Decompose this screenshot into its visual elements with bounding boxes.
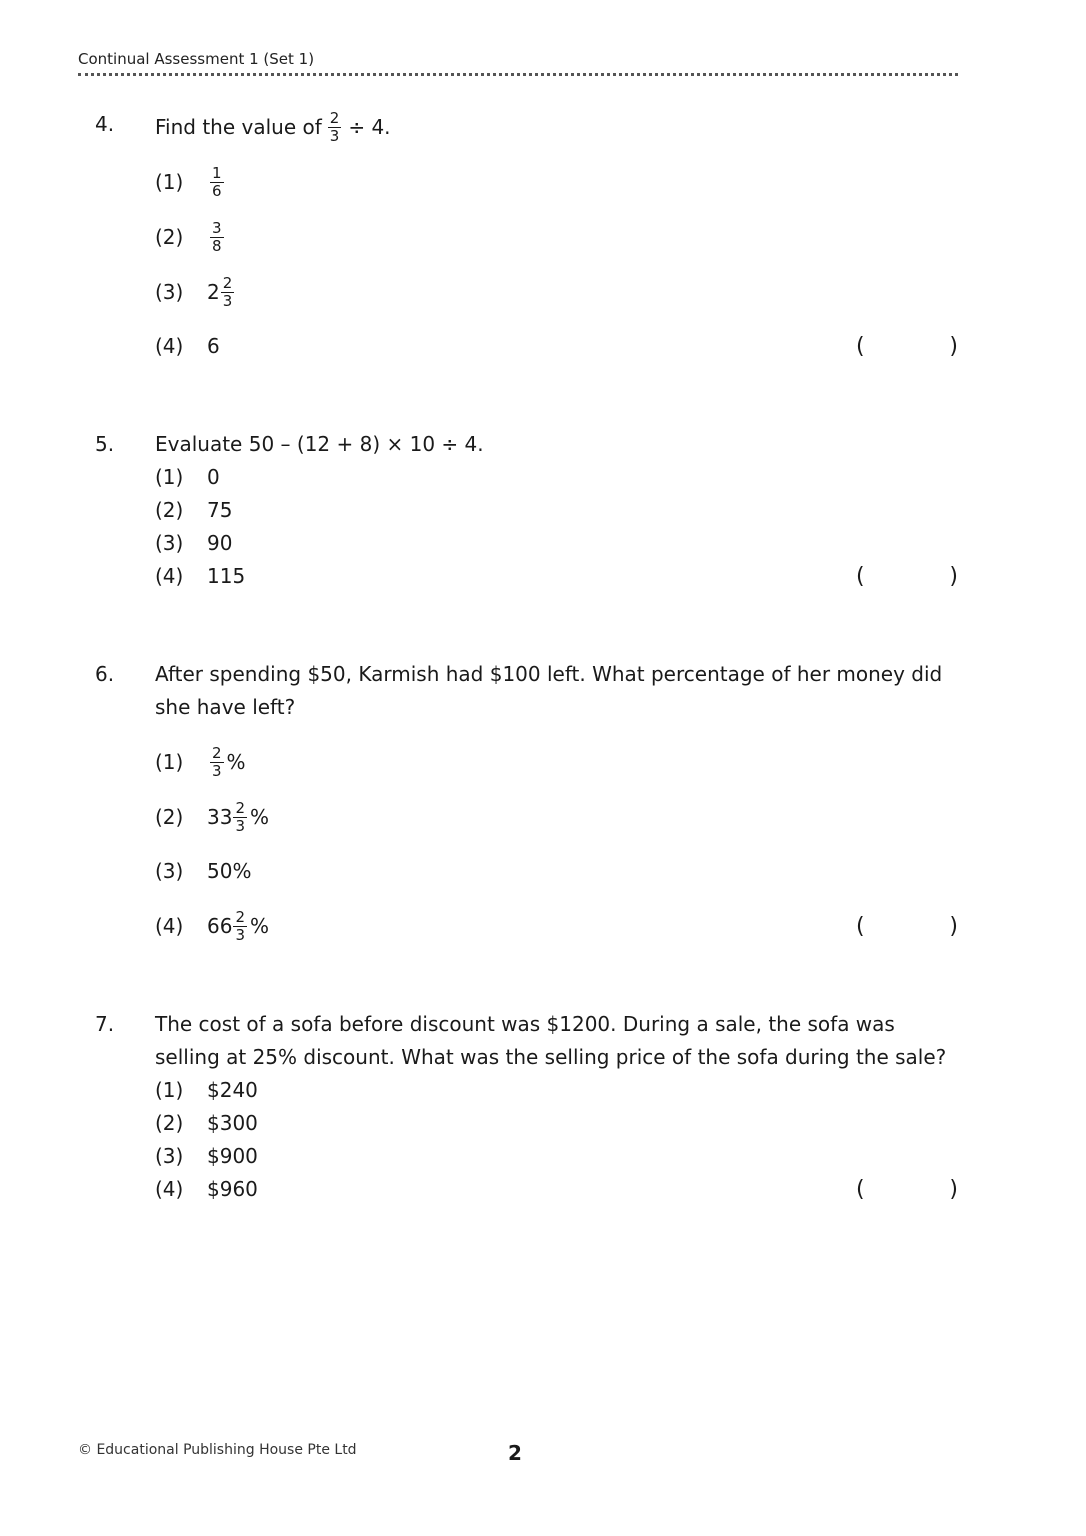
question-6-answer-bracket[interactable] (856, 910, 958, 943)
option-value: 75 (207, 498, 233, 522)
option-label: (1) (155, 750, 184, 774)
question-5-option-4 (155, 560, 245, 593)
page-number: 2 (508, 1441, 522, 1465)
option-value: $900 (207, 1144, 258, 1168)
bracket-open: ( (856, 1177, 865, 1202)
question-7-option-3 (155, 1140, 258, 1173)
option-fraction (210, 745, 224, 780)
bracket-close: ) (949, 564, 958, 589)
question-5-option-1 (155, 461, 220, 494)
question-7-option-4 (155, 1173, 258, 1206)
footer-copyright: © Educational Publishing House Pte Ltd (78, 1442, 357, 1458)
bracket-close: ) (949, 334, 958, 359)
question-4-text (155, 104, 960, 150)
option-label: (4) (155, 914, 184, 938)
option-percent (207, 745, 246, 780)
fraction-denominator: 3 (329, 126, 340, 145)
question-6-number: 6. (95, 662, 115, 686)
option-label: (4) (155, 1177, 184, 1201)
option-label: (4) (155, 564, 184, 588)
fraction-numerator: 2 (212, 744, 222, 762)
option-value: $240 (207, 1078, 258, 1102)
question-5-option-2 (155, 494, 232, 527)
header-divider (78, 73, 958, 76)
mixed-whole: 66 (207, 914, 233, 938)
question-6-option-2 (155, 801, 269, 834)
question-4-option-4 (155, 330, 220, 363)
bracket-open: ( (856, 914, 865, 939)
option-label: (2) (155, 805, 184, 829)
option-fraction (221, 275, 235, 310)
option-value: $300 (207, 1111, 258, 1135)
percent-sign: % (250, 805, 270, 829)
fraction-denominator: 3 (222, 292, 233, 310)
question-4-option-1 (155, 166, 227, 199)
bracket-open: ( (856, 334, 865, 359)
question-7-number: 7. (95, 1012, 115, 1036)
option-label: (3) (155, 1144, 184, 1168)
question-5-answer-bracket[interactable] (856, 560, 958, 593)
option-value: 90 (207, 531, 233, 555)
question-6-option-1 (155, 746, 246, 779)
option-percent (207, 800, 269, 835)
question-4-option-2 (155, 221, 227, 254)
question-4-number: 4. (95, 112, 115, 136)
option-label: (3) (155, 531, 184, 555)
fraction-numerator: 1 (212, 164, 222, 182)
question-4-prefix: Find the value of (155, 114, 322, 139)
question-7-option-2 (155, 1107, 258, 1140)
fraction-denominator: 3 (212, 762, 222, 780)
page-header-title: Continual Assessment 1 (Set 1) (78, 50, 315, 68)
fraction-numerator: 2 (222, 274, 233, 292)
fraction-denominator: 8 (212, 237, 222, 255)
option-label: (2) (155, 1111, 184, 1135)
option-fraction (210, 220, 224, 255)
question-6-text: After spending $50, Karmish had $100 left. What percentage of her money did she have left? (155, 662, 943, 719)
option-label: (1) (155, 1078, 184, 1102)
option-fraction (233, 909, 247, 944)
bracket-close: ) (949, 1177, 958, 1202)
question-7-answer-bracket[interactable] (856, 1173, 958, 1206)
option-percent (207, 909, 269, 944)
bracket-open: ( (856, 564, 865, 589)
question-7-text: The cost of a sofa before discount was $1200. During a sale, the sofa was selling at 25% discount. What was the selling price of the sofa during the sale? (155, 1012, 947, 1069)
question-4-option-3 (155, 276, 237, 309)
question-6-option-4 (155, 910, 269, 943)
option-mixed-number (207, 275, 237, 310)
option-value: $960 (207, 1177, 258, 1201)
fraction-numerator: 3 (212, 219, 222, 237)
mixed-whole: 2 (207, 280, 220, 304)
question-5-option-3 (155, 527, 232, 560)
option-label: (4) (155, 334, 184, 358)
option-label: (2) (155, 498, 184, 522)
question-4-fraction (328, 110, 342, 145)
percent-sign: % (250, 914, 270, 938)
option-fraction (233, 800, 247, 835)
question-5-number: 5. (95, 432, 115, 456)
question-4-suffix: ÷ 4. (348, 114, 391, 139)
option-label: (2) (155, 225, 184, 249)
option-label: (1) (155, 170, 184, 194)
option-fraction (210, 165, 224, 200)
percent-sign: % (226, 750, 246, 774)
fraction-numerator: 2 (329, 108, 340, 127)
question-5-text: Evaluate 50 – (12 + 8) × 10 ÷ 4. (155, 432, 484, 456)
question-6-option-3 (155, 855, 251, 888)
option-value: 0 (207, 465, 220, 489)
option-label: (1) (155, 465, 184, 489)
fraction-denominator: 3 (235, 926, 245, 944)
option-value: 6 (207, 334, 220, 358)
fraction-denominator: 6 (212, 182, 222, 200)
option-label: (3) (155, 859, 184, 883)
fraction-numerator: 2 (235, 799, 245, 817)
question-4-answer-bracket[interactable] (856, 330, 958, 363)
mixed-whole: 33 (207, 805, 233, 829)
fraction-numerator: 2 (235, 908, 245, 926)
option-value: 50% (207, 859, 252, 883)
bracket-close: ) (949, 914, 958, 939)
fraction-denominator: 3 (235, 817, 245, 835)
option-value: 115 (207, 564, 246, 588)
question-7-option-1 (155, 1074, 258, 1107)
option-label: (3) (155, 280, 184, 304)
